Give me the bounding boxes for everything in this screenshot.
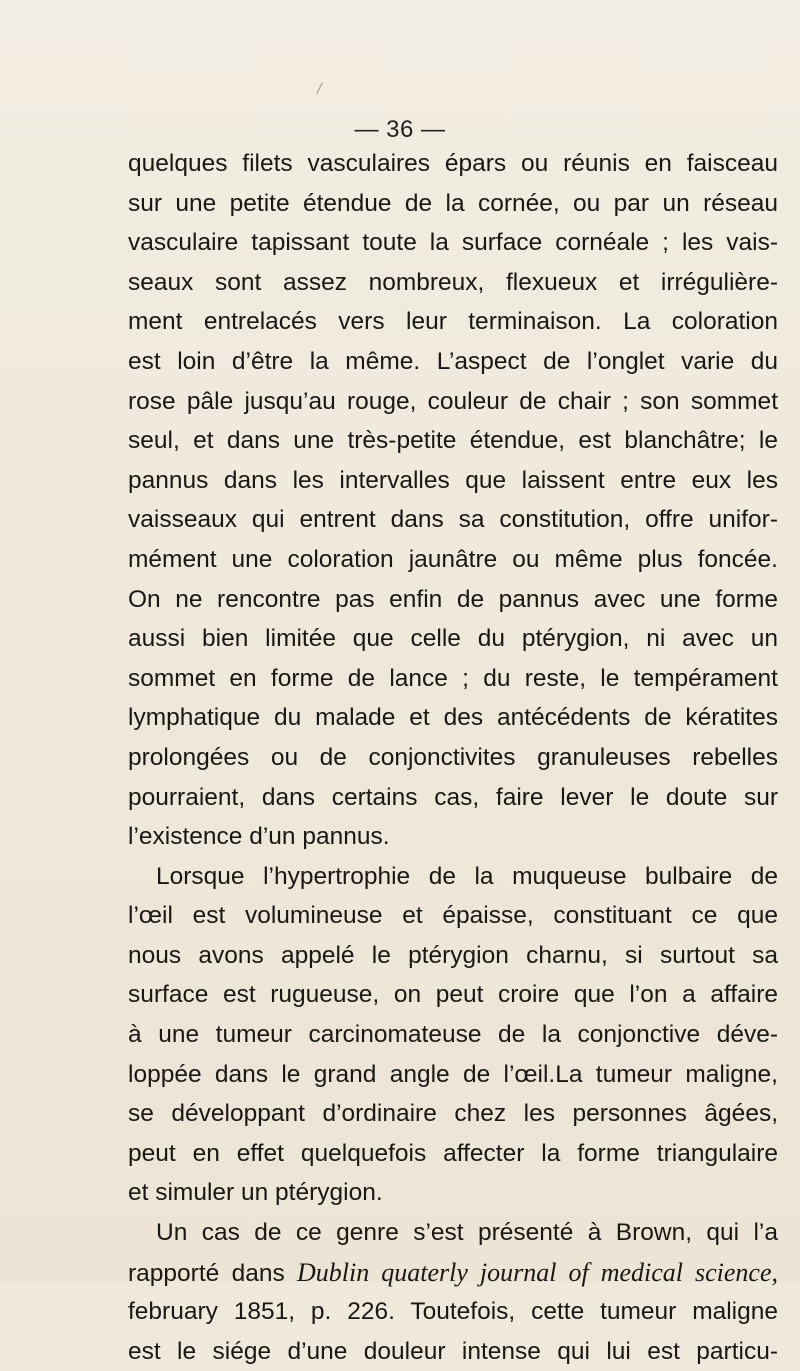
- text-line: vaisseaux qui entrent dans sa constitution, offre unifor-: [128, 506, 778, 534]
- text-line: vasculaire tapissant toute la surface cornéale ; les vais-: [128, 229, 778, 257]
- text-line-citation: [128, 1253, 778, 1293]
- text-line: l’existence d’un pannus.: [128, 823, 390, 851]
- text-line: pourraient, dans certains cas, faire lever le doute sur: [128, 783, 778, 811]
- text-line: february 1851, p. 226. Toutefois, cette tumeur maligne: [128, 1298, 778, 1326]
- text-line: sommet en forme de lance ; du reste, le tempérament: [128, 664, 778, 692]
- text-line: rose pâle jusqu’au rouge, couleur de chair ; son sommet: [128, 387, 778, 415]
- text-line: aussi bien limitée que celle du ptérygion, ni avec un: [128, 625, 778, 653]
- text-line: est loin d’être la même. L’aspect de l’onglet varie du: [128, 347, 778, 375]
- stray-mark: /: [315, 77, 324, 99]
- text-line: et simuler un ptérygion.: [128, 1179, 383, 1207]
- text-line: prolongées ou de conjonctivites granuleuses rebelles: [128, 743, 778, 771]
- text-line: sur une petite étendue de la cornée, ou par un réseau: [128, 189, 778, 217]
- citation-lead: rapporté dans: [128, 1259, 285, 1287]
- text-line: On ne rencontre pas enfin de pannus avec une forme: [128, 585, 778, 613]
- text-line: pannus dans les intervalles que laissent entre eux les: [128, 466, 778, 494]
- text-line: Lorsque l’hypertrophie de la muqueuse bulbaire de: [156, 862, 778, 890]
- text-line: est le siége d’une douleur intense qui lui est particu-: [128, 1337, 778, 1365]
- text-line: quelques filets vasculaires épars ou réunis en faisceau: [128, 150, 778, 177]
- text-line: seaux sont assez nombreux, flexueux et irrégulière-: [128, 268, 778, 296]
- text-line: ment entrelacés vers leur terminaison. La coloration: [128, 308, 778, 336]
- journal-title: Dublin quaterly journal of medical science,: [297, 1257, 779, 1287]
- text-line: mément une coloration jaunâtre ou même plus foncée.: [128, 545, 778, 573]
- text-line: Un cas de ce genre s’est présenté à Brown, qui l’a: [156, 1219, 778, 1247]
- body-text: [128, 144, 778, 1371]
- text-line: se développant d’ordinaire chez les personnes âgées,: [128, 1100, 778, 1128]
- text-line: loppée dans le grand angle de l’œil.La tumeur maligne,: [128, 1060, 778, 1088]
- text-line: nous avons appelé le ptérygion charnu, si surtout sa: [128, 941, 778, 969]
- text-line: seul, et dans une très-petite étendue, est blanchâtre; le: [128, 427, 778, 455]
- text-line: peut en effet quelquefois affecter la forme triangulaire: [128, 1139, 778, 1167]
- page-number: — 36 —: [354, 116, 446, 143]
- text-line: l’œil est volumineuse et épaisse, constituant ce que: [128, 902, 778, 930]
- text-line: lymphatique du malade et des antécédents de kératites: [128, 704, 778, 732]
- text-line: surface est rugueuse, on peut croire que l’on a affaire: [128, 981, 778, 1009]
- text-line: à une tumeur carcinomateuse de la conjonctive déve-: [128, 1021, 778, 1049]
